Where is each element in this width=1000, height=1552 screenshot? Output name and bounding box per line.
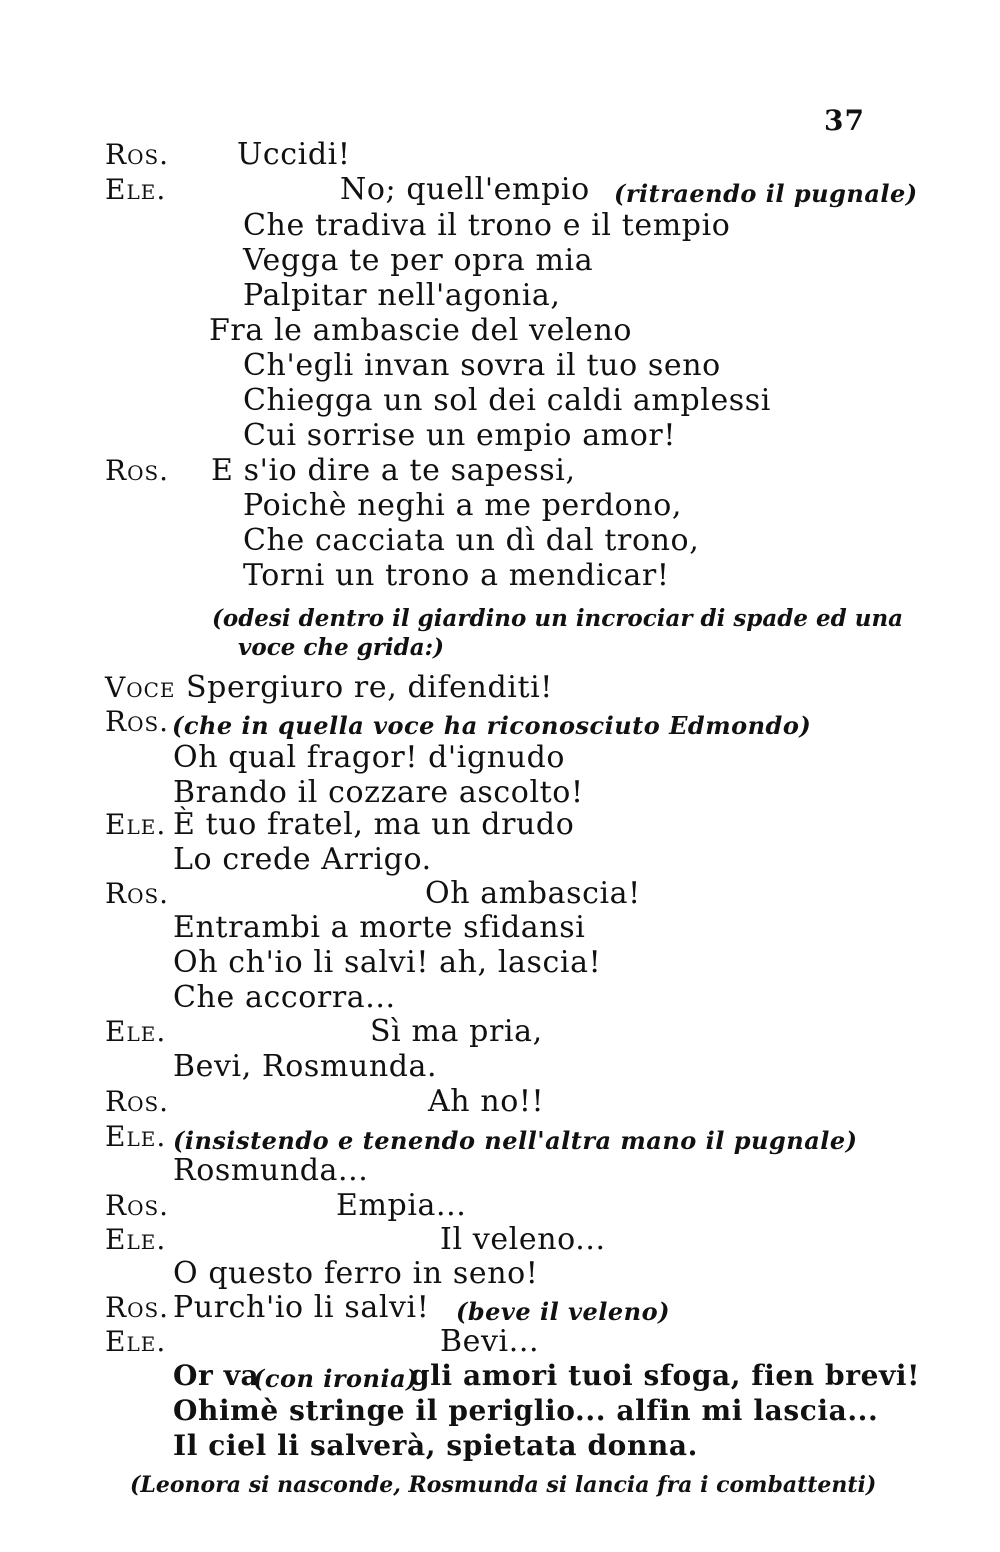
speaker-label: Ros.: [105, 877, 170, 910]
stage-direction: (con ironia): [253, 1364, 419, 1393]
stage-direction: (Leonora si nasconde, Rosmunda si lancia fra i combattenti): [130, 1472, 877, 1498]
verse-text: gli amori tuoi sfoga, fien brevi!: [410, 1359, 920, 1392]
verse-text: Oh qual fragor! d'ignudo: [173, 740, 566, 775]
verse-text: Il veleno...: [440, 1222, 606, 1257]
stage-direction: (ritraendo il pugnale): [614, 179, 918, 208]
verse-text: Chiegga un sol dei caldi amplessi: [243, 383, 771, 418]
verse-text: Sì ma pria,: [370, 1014, 543, 1049]
verse-text: Che tradiva il trono e il tempio: [243, 208, 731, 243]
speaker-label: Ros.: [105, 1189, 170, 1222]
speaker-label: Ros.: [105, 1291, 170, 1324]
verse-text: Empia...: [336, 1188, 467, 1223]
verse-text: Purch'io li salvi!: [173, 1290, 430, 1325]
stage-direction: (odesi dentro il giardino un incrociar di spade ed una: [212, 605, 904, 632]
stage-direction: (beve il veleno): [456, 1297, 670, 1326]
speaker-label: Ros.: [105, 1085, 170, 1118]
verse-text: Torni un trono a mendicar!: [243, 558, 670, 593]
stage-direction: voce che grida:): [238, 634, 445, 661]
verse-text: Oh ch'io li salvi! ah, lascia!: [173, 945, 602, 980]
verse-text: O questo ferro in seno!: [173, 1256, 539, 1291]
verse-text: Uccidi!: [237, 137, 351, 172]
speaker-label: Ele.: [105, 1015, 167, 1048]
speaker-label: Ros.: [105, 454, 170, 487]
speaker-label: Voce: [105, 671, 176, 704]
verse-text: Spergiuro re, difenditi!: [186, 670, 553, 705]
verse-text: Cui sorrise un empio amor!: [243, 418, 676, 453]
verse-text: Ohimè stringe il periglio... alfin mi lascia...: [173, 1394, 879, 1427]
speaker-label: Ele.: [105, 808, 167, 841]
verse-text: E s'io dire a te sapessi,: [211, 453, 576, 488]
speaker-label: Ros.: [105, 705, 170, 738]
verse-text: Vegga te per opra mia: [243, 243, 594, 278]
speaker-label: Ele.: [105, 1223, 167, 1256]
verse-text: Lo crede Arrigo.: [173, 842, 432, 877]
verse-text: Ch'egli invan sovra il tuo seno: [243, 348, 721, 383]
verse-text: No; quell'empio: [340, 172, 590, 207]
verse-text: È tuo fratel, ma un drudo: [173, 807, 575, 842]
page-number: 37: [824, 104, 865, 137]
verse-text: Il ciel li salverà, spietata donna.: [173, 1429, 698, 1462]
verse-text: Che cacciata un dì dal trono,: [243, 523, 700, 558]
speaker-label: Ele.: [105, 1325, 167, 1358]
verse-text: Bevi, Rosmunda.: [173, 1049, 438, 1084]
verse-text: Palpitar nell'agonia,: [243, 278, 561, 313]
verse-text: Fra le ambascie del veleno: [209, 313, 633, 348]
verse-text: Or va: [173, 1359, 260, 1392]
speaker-label: Ros.: [105, 138, 170, 171]
verse-text: Entrambi a morte sfidansi: [173, 910, 586, 945]
verse-text: Ah no!!: [428, 1084, 545, 1119]
verse-text: Oh ambascia!: [425, 876, 641, 911]
stage-direction: (insistendo e tenendo nell'altra mano il pugnale): [173, 1126, 858, 1155]
verse-text: Poichè neghi a me perdono,: [243, 488, 683, 523]
verse-text: Bevi...: [440, 1324, 540, 1359]
verse-text: Rosmunda...: [173, 1153, 369, 1188]
stage-direction: (che in quella voce ha riconosciuto Edmondo): [172, 711, 812, 740]
verse-text: Che accorra...: [173, 980, 396, 1015]
speaker-label: Ele.: [105, 1120, 167, 1153]
speaker-label: Ele.: [105, 173, 167, 206]
verse-text: Brando il cozzare ascolto!: [173, 775, 584, 810]
